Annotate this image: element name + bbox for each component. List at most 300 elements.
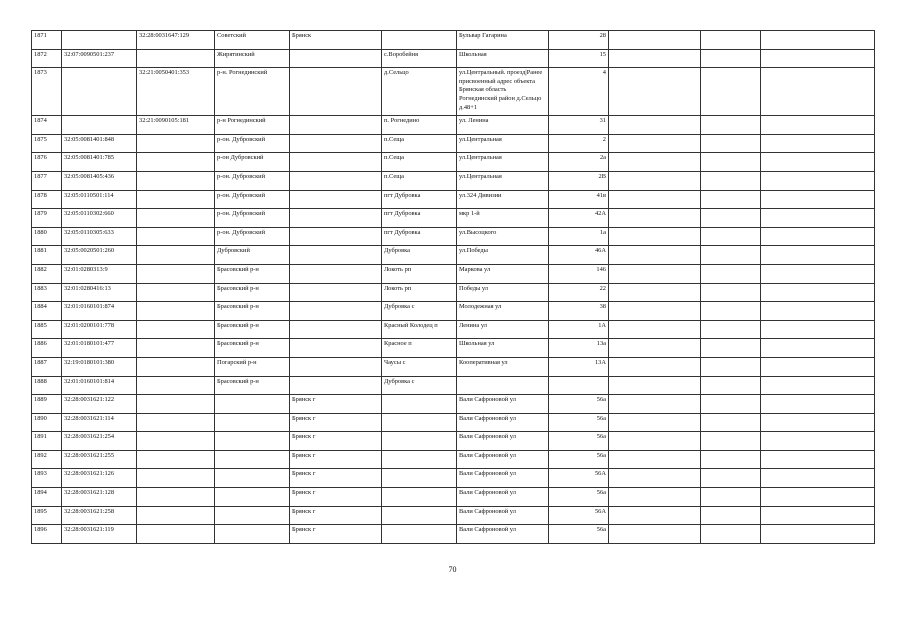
cell-row-number: 1889 xyxy=(32,395,62,414)
cell-extra-3 xyxy=(761,264,875,283)
cell-street: ул.324 Дивизии xyxy=(457,190,549,209)
cell-settlement xyxy=(382,469,457,488)
cell-city: Брянск г xyxy=(290,525,382,544)
cell-extra-2 xyxy=(701,302,761,321)
cell-cadastral-number: 32:01:0160101:814 xyxy=(62,376,137,395)
cell-extra-1 xyxy=(609,302,701,321)
table-row xyxy=(32,190,875,209)
cell-city xyxy=(290,227,382,246)
cell-city: Брянск г xyxy=(290,469,382,488)
cell-row-number: 1872 xyxy=(32,49,62,68)
cell-city xyxy=(290,153,382,172)
cell-extra-2 xyxy=(701,49,761,68)
cell-city xyxy=(290,171,382,190)
cell-extra-1 xyxy=(609,357,701,376)
cell-street: ул. Ленина xyxy=(457,116,549,135)
cell-extra-2 xyxy=(701,283,761,302)
cell-row-number: 1894 xyxy=(32,488,62,507)
cell-extra-2 xyxy=(701,246,761,265)
cell-house-number: 31 xyxy=(549,116,609,135)
cell-district xyxy=(215,469,290,488)
cell-cadastral-number: 32:01:0180101:477 xyxy=(62,339,137,358)
cell-row-number: 1885 xyxy=(32,320,62,339)
cell-row-number: 1895 xyxy=(32,506,62,525)
cell-cadastral-number: 32:01:0200101:778 xyxy=(62,320,137,339)
cell-cadastral-number-alt xyxy=(137,469,215,488)
cell-district: р-н. Рогнединский xyxy=(215,68,290,116)
cell-district: Брасовский р-н xyxy=(215,264,290,283)
cell-district xyxy=(215,506,290,525)
cell-cadastral-number-alt xyxy=(137,339,215,358)
cell-row-number: 1876 xyxy=(32,153,62,172)
cell-street: Молодежная ул xyxy=(457,302,549,321)
registry-table xyxy=(31,30,875,544)
cell-extra-1 xyxy=(609,171,701,190)
cell-extra-3 xyxy=(761,413,875,432)
cell-row-number: 1877 xyxy=(32,171,62,190)
cell-district: Погарский р-н xyxy=(215,357,290,376)
cell-extra-2 xyxy=(701,264,761,283)
cell-extra-1 xyxy=(609,506,701,525)
cell-extra-2 xyxy=(701,376,761,395)
cell-row-number: 1879 xyxy=(32,209,62,228)
cell-extra-1 xyxy=(609,227,701,246)
cell-house-number: 146 xyxy=(549,264,609,283)
cell-extra-2 xyxy=(701,339,761,358)
cell-district xyxy=(215,450,290,469)
table-row xyxy=(32,227,875,246)
cell-cadastral-number xyxy=(62,68,137,116)
cell-row-number: 1891 xyxy=(32,432,62,451)
cell-city: Брянск xyxy=(290,31,382,50)
cell-cadastral-number-alt xyxy=(137,134,215,153)
cell-row-number: 1890 xyxy=(32,413,62,432)
cell-row-number: 1880 xyxy=(32,227,62,246)
cell-cadastral-number-alt xyxy=(137,432,215,451)
cell-extra-3 xyxy=(761,209,875,228)
cell-extra-2 xyxy=(701,432,761,451)
cell-city xyxy=(290,246,382,265)
cell-extra-3 xyxy=(761,134,875,153)
cell-extra-1 xyxy=(609,49,701,68)
cell-house-number: 13а xyxy=(549,339,609,358)
cell-settlement: Красный Колодец п xyxy=(382,320,457,339)
table-row xyxy=(32,339,875,358)
cell-row-number: 1893 xyxy=(32,469,62,488)
cell-row-number: 1892 xyxy=(32,450,62,469)
cell-row-number: 1878 xyxy=(32,190,62,209)
cell-city xyxy=(290,357,382,376)
cell-cadastral-number-alt xyxy=(137,264,215,283)
cell-extra-3 xyxy=(761,116,875,135)
cell-street: Маркова ул xyxy=(457,264,549,283)
cell-street: ул.Центральный. проезд|Ранее присвоенный адрес объекта Брянская область Рогнединский район д.Сельцо д.48+1 xyxy=(457,68,549,116)
page-number: 70 xyxy=(448,565,457,574)
cell-extra-3 xyxy=(761,31,875,50)
cell-city xyxy=(290,264,382,283)
cell-settlement: Чаусы с xyxy=(382,357,457,376)
cell-district xyxy=(215,432,290,451)
table-row xyxy=(32,153,875,172)
cell-street: ул.Центральная xyxy=(457,153,549,172)
cell-extra-2 xyxy=(701,134,761,153)
cell-cadastral-number: 32:01:0280416:13 xyxy=(62,283,137,302)
cell-cadastral-number-alt xyxy=(137,320,215,339)
cell-cadastral-number: 32:28:0031621:122 xyxy=(62,395,137,414)
cell-extra-3 xyxy=(761,68,875,116)
cell-cadastral-number-alt: 32:21:0050401:353 xyxy=(137,68,215,116)
table-row xyxy=(32,488,875,507)
cell-house-number xyxy=(549,376,609,395)
cell-city xyxy=(290,68,382,116)
cell-city: Брянск г xyxy=(290,506,382,525)
cell-street xyxy=(457,376,549,395)
cell-city: Брянск г xyxy=(290,395,382,414)
cell-extra-3 xyxy=(761,320,875,339)
cell-house-number: 42А xyxy=(549,209,609,228)
table-row xyxy=(32,320,875,339)
cell-extra-2 xyxy=(701,506,761,525)
cell-house-number: 2В xyxy=(549,171,609,190)
cell-district: р-он. Дубровский xyxy=(215,227,290,246)
cell-cadastral-number-alt: 32:28:0031647:129 xyxy=(137,31,215,50)
cell-street: Школьная xyxy=(457,49,549,68)
cell-extra-3 xyxy=(761,227,875,246)
cell-house-number: 56А xyxy=(549,506,609,525)
cell-extra-1 xyxy=(609,264,701,283)
cell-street: ул.Победы xyxy=(457,246,549,265)
cell-extra-2 xyxy=(701,320,761,339)
cell-street: Вали Сафроновой ул xyxy=(457,488,549,507)
cell-extra-1 xyxy=(609,153,701,172)
table-row xyxy=(32,432,875,451)
cell-cadastral-number-alt xyxy=(137,506,215,525)
cell-cadastral-number xyxy=(62,31,137,50)
cell-city: Брянск г xyxy=(290,432,382,451)
cell-district: р-он. Дубровский xyxy=(215,134,290,153)
cell-extra-3 xyxy=(761,450,875,469)
cell-city xyxy=(290,49,382,68)
cell-house-number: 38 xyxy=(549,302,609,321)
cell-extra-1 xyxy=(609,283,701,302)
cell-city xyxy=(290,339,382,358)
cell-extra-1 xyxy=(609,246,701,265)
cell-district xyxy=(215,413,290,432)
cell-row-number: 1873 xyxy=(32,68,62,116)
cell-extra-2 xyxy=(701,525,761,544)
cell-row-number: 1888 xyxy=(32,376,62,395)
cell-cadastral-number: 32:05:0081401:785 xyxy=(62,153,137,172)
cell-house-number: 56а xyxy=(549,413,609,432)
cell-row-number: 1886 xyxy=(32,339,62,358)
cell-extra-1 xyxy=(609,116,701,135)
cell-house-number: 2а xyxy=(549,153,609,172)
cell-settlement: пгт Дубровка xyxy=(382,227,457,246)
cell-extra-3 xyxy=(761,302,875,321)
cell-house-number: 56а xyxy=(549,488,609,507)
cell-house-number: 22 xyxy=(549,283,609,302)
cell-street: Вали Сафроновой ул xyxy=(457,395,549,414)
cell-district xyxy=(215,488,290,507)
cell-house-number: 56а xyxy=(549,395,609,414)
cell-settlement: д.Сельцо xyxy=(382,68,457,116)
cell-street: ул.Центральная xyxy=(457,134,549,153)
cell-extra-1 xyxy=(609,432,701,451)
cell-row-number: 1875 xyxy=(32,134,62,153)
cell-extra-2 xyxy=(701,413,761,432)
cell-settlement xyxy=(382,488,457,507)
cell-street: Вали Сафроновой ул xyxy=(457,432,549,451)
cell-cadastral-number-alt xyxy=(137,227,215,246)
cell-district: р-н Рогнединский xyxy=(215,116,290,135)
cell-district: Брасовский р-н xyxy=(215,320,290,339)
cell-cadastral-number: 32:28:0031621:258 xyxy=(62,506,137,525)
cell-cadastral-number: 32:05:0020501:260 xyxy=(62,246,137,265)
cell-settlement: Локоть рп xyxy=(382,264,457,283)
cell-settlement xyxy=(382,395,457,414)
cell-row-number: 1887 xyxy=(32,357,62,376)
cell-district: Советский xyxy=(215,31,290,50)
table-row xyxy=(32,134,875,153)
cell-cadastral-number-alt xyxy=(137,357,215,376)
table-row xyxy=(32,68,875,116)
cell-cadastral-number-alt xyxy=(137,450,215,469)
cell-settlement: п. Рогнедино xyxy=(382,116,457,135)
cell-settlement: Локоть рп xyxy=(382,283,457,302)
cell-extra-3 xyxy=(761,488,875,507)
cell-row-number: 1881 xyxy=(32,246,62,265)
cell-cadastral-number: 32:01:0160101:874 xyxy=(62,302,137,321)
cell-extra-1 xyxy=(609,339,701,358)
table-row xyxy=(32,469,875,488)
cell-extra-3 xyxy=(761,190,875,209)
cell-row-number: 1884 xyxy=(32,302,62,321)
cell-cadastral-number: 32:28:0031621:114 xyxy=(62,413,137,432)
table-row xyxy=(32,209,875,228)
cell-house-number: 1а xyxy=(549,227,609,246)
cell-cadastral-number-alt xyxy=(137,488,215,507)
table-body xyxy=(32,31,875,544)
cell-extra-2 xyxy=(701,450,761,469)
cell-cadastral-number-alt xyxy=(137,246,215,265)
cell-settlement: пгт Дубровка xyxy=(382,190,457,209)
cell-extra-1 xyxy=(609,395,701,414)
cell-street: ул.Высоцкого xyxy=(457,227,549,246)
cell-extra-1 xyxy=(609,488,701,507)
cell-extra-2 xyxy=(701,153,761,172)
cell-row-number: 1896 xyxy=(32,525,62,544)
cell-extra-3 xyxy=(761,525,875,544)
cell-settlement: с.Воробейня xyxy=(382,49,457,68)
cell-cadastral-number-alt xyxy=(137,302,215,321)
cell-city: Брянск г xyxy=(290,450,382,469)
table-row xyxy=(32,357,875,376)
cell-city xyxy=(290,116,382,135)
cell-district: Брасовский р-н xyxy=(215,302,290,321)
cell-city xyxy=(290,302,382,321)
cell-extra-1 xyxy=(609,376,701,395)
cell-cadastral-number: 32:07:0090501:237 xyxy=(62,49,137,68)
cell-cadastral-number-alt xyxy=(137,525,215,544)
cell-street: мкр 1-й xyxy=(457,209,549,228)
cell-street: Вали Сафроновой ул xyxy=(457,450,549,469)
table-row xyxy=(32,264,875,283)
cell-cadastral-number-alt xyxy=(137,209,215,228)
table-row xyxy=(32,525,875,544)
cell-district: Брасовский р-н xyxy=(215,283,290,302)
cell-settlement: п.Сеща xyxy=(382,153,457,172)
cell-cadastral-number: 32:28:0031621:126 xyxy=(62,469,137,488)
cell-street: Вали Сафроновой ул xyxy=(457,506,549,525)
cell-city xyxy=(290,209,382,228)
cell-settlement xyxy=(382,525,457,544)
cell-settlement: п.Сеща xyxy=(382,134,457,153)
cell-extra-3 xyxy=(761,376,875,395)
cell-cadastral-number: 32:05:0110302:660 xyxy=(62,209,137,228)
cell-house-number: 56А xyxy=(549,469,609,488)
cell-cadastral-number-alt xyxy=(137,171,215,190)
cell-cadastral-number xyxy=(62,116,137,135)
cell-extra-2 xyxy=(701,227,761,246)
table-row xyxy=(32,49,875,68)
cell-district: р-он. Дубровский xyxy=(215,190,290,209)
cell-house-number: 4 xyxy=(549,68,609,116)
cell-street: ул.Центральная xyxy=(457,171,549,190)
cell-extra-1 xyxy=(609,190,701,209)
cell-house-number: 56а xyxy=(549,525,609,544)
cell-extra-3 xyxy=(761,432,875,451)
cell-cadastral-number-alt xyxy=(137,283,215,302)
cell-extra-1 xyxy=(609,469,701,488)
cell-cadastral-number-alt: 32:21:0090105:181 xyxy=(137,116,215,135)
cell-settlement xyxy=(382,31,457,50)
cell-settlement: Дубровка с xyxy=(382,302,457,321)
cell-row-number: 1883 xyxy=(32,283,62,302)
cell-street: Бульвар Гагарина xyxy=(457,31,549,50)
cell-cadastral-number: 32:28:0031621:128 xyxy=(62,488,137,507)
cell-house-number: 28 xyxy=(549,31,609,50)
cell-extra-3 xyxy=(761,171,875,190)
cell-extra-3 xyxy=(761,246,875,265)
cell-extra-1 xyxy=(609,31,701,50)
cell-settlement xyxy=(382,413,457,432)
cell-city xyxy=(290,376,382,395)
cell-settlement xyxy=(382,506,457,525)
cell-extra-2 xyxy=(701,395,761,414)
cell-settlement: Красное п xyxy=(382,339,457,358)
cell-cadastral-number: 32:19:0180101:380 xyxy=(62,357,137,376)
cell-settlement: пгт Дубровка xyxy=(382,209,457,228)
cell-extra-2 xyxy=(701,469,761,488)
cell-extra-2 xyxy=(701,116,761,135)
cell-street: Вали Сафроновой ул xyxy=(457,413,549,432)
cell-district: р-он Дубровский xyxy=(215,153,290,172)
cell-house-number: 13А xyxy=(549,357,609,376)
cell-row-number: 1882 xyxy=(32,264,62,283)
table-row xyxy=(32,395,875,414)
cell-extra-2 xyxy=(701,190,761,209)
cell-settlement: п.Сеща xyxy=(382,171,457,190)
cell-extra-2 xyxy=(701,171,761,190)
cell-extra-3 xyxy=(761,395,875,414)
cell-street: Вали Сафроновой ул xyxy=(457,469,549,488)
cell-cadastral-number: 32:28:0031621:119 xyxy=(62,525,137,544)
cell-house-number: 41в xyxy=(549,190,609,209)
cell-cadastral-number-alt xyxy=(137,190,215,209)
cell-city: Брянск г xyxy=(290,413,382,432)
table-row xyxy=(32,506,875,525)
cell-district xyxy=(215,525,290,544)
cell-extra-3 xyxy=(761,153,875,172)
cell-settlement: Дубровка xyxy=(382,246,457,265)
cell-extra-3 xyxy=(761,357,875,376)
cell-cadastral-number: 32:28:0031621:254 xyxy=(62,432,137,451)
cell-city xyxy=(290,320,382,339)
cell-extra-1 xyxy=(609,134,701,153)
table-row xyxy=(32,31,875,50)
cell-house-number: 46А xyxy=(549,246,609,265)
cell-extra-1 xyxy=(609,209,701,228)
cell-extra-1 xyxy=(609,68,701,116)
table-row xyxy=(32,376,875,395)
cell-district: Жирятинский xyxy=(215,49,290,68)
cell-city xyxy=(290,134,382,153)
cell-extra-2 xyxy=(701,357,761,376)
cell-cadastral-number-alt xyxy=(137,413,215,432)
cell-settlement xyxy=(382,432,457,451)
cell-cadastral-number: 32:01:0280313:9 xyxy=(62,264,137,283)
cell-extra-2 xyxy=(701,488,761,507)
cell-settlement xyxy=(382,450,457,469)
cell-extra-1 xyxy=(609,525,701,544)
cell-extra-1 xyxy=(609,320,701,339)
cell-district: р-он. Дубровский xyxy=(215,209,290,228)
cell-street: Победы ул xyxy=(457,283,549,302)
cell-district: Дубровский xyxy=(215,246,290,265)
cell-row-number: 1874 xyxy=(32,116,62,135)
cell-extra-2 xyxy=(701,68,761,116)
table-row xyxy=(32,116,875,135)
cell-street: Ленина ул xyxy=(457,320,549,339)
cell-extra-3 xyxy=(761,283,875,302)
cell-cadastral-number: 32:05:0081405:436 xyxy=(62,171,137,190)
cell-city: Брянск г xyxy=(290,488,382,507)
cell-cadastral-number: 32:05:0081401:848 xyxy=(62,134,137,153)
cell-district xyxy=(215,395,290,414)
cell-extra-1 xyxy=(609,413,701,432)
cell-cadastral-number: 32:05:0110305:633 xyxy=(62,227,137,246)
cell-extra-2 xyxy=(701,209,761,228)
cell-settlement: Дубровка с xyxy=(382,376,457,395)
cell-house-number: 15 xyxy=(549,49,609,68)
cell-district: р-он. Дубровский xyxy=(215,171,290,190)
cell-extra-3 xyxy=(761,49,875,68)
cell-street: Вали Сафроновой ул xyxy=(457,525,549,544)
cell-extra-3 xyxy=(761,506,875,525)
cell-city xyxy=(290,283,382,302)
cell-row-number: 1871 xyxy=(32,31,62,50)
table-row xyxy=(32,413,875,432)
cell-house-number: 56а xyxy=(549,450,609,469)
table-row xyxy=(32,302,875,321)
cell-extra-1 xyxy=(609,450,701,469)
cell-district: Брасовский р-н xyxy=(215,339,290,358)
cell-house-number: 56а xyxy=(549,432,609,451)
cell-cadastral-number-alt xyxy=(137,49,215,68)
cell-cadastral-number-alt xyxy=(137,395,215,414)
cell-cadastral-number-alt xyxy=(137,153,215,172)
cell-cadastral-number: 32:05:0110501:114 xyxy=(62,190,137,209)
